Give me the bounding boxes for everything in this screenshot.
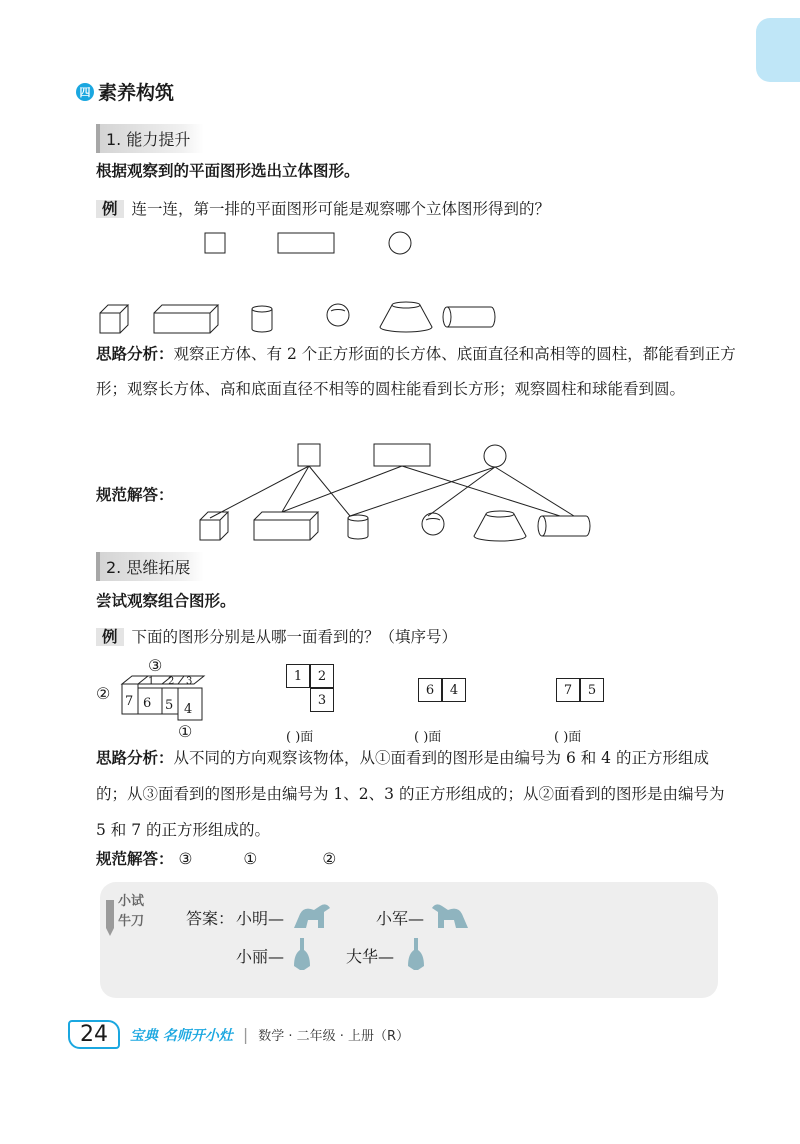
try-item: 小军— bbox=[376, 909, 425, 928]
analysis-text: 从不同的方向观察该物体，从①面看到的图形是由编号为 6 和 4 的正方形组成的；从③面看到的图形是由编号为 1、2、3 的正方形组成的；从②面看到的图形是由编号为 5 和 7 的正方形组成的。 bbox=[96, 749, 725, 839]
answer-diagram bbox=[190, 438, 610, 548]
cuboid-solid bbox=[154, 305, 218, 333]
view-cell: 6 bbox=[418, 678, 442, 702]
answer-blank-1[interactable]: ( )面 bbox=[286, 730, 314, 745]
dinosaur-icon bbox=[290, 900, 334, 930]
footer bbox=[68, 1020, 409, 1049]
sphere-solid bbox=[327, 304, 349, 326]
answer-blank-3[interactable]: ( )面 bbox=[554, 730, 582, 745]
answer-label: 规范解答： bbox=[96, 849, 174, 868]
dinosaur-icon bbox=[428, 900, 472, 930]
example-tag: 例 bbox=[96, 200, 124, 218]
part2-answer bbox=[96, 842, 736, 876]
part1-example bbox=[96, 192, 736, 226]
rectangle-shape bbox=[374, 444, 430, 466]
cube-solid bbox=[100, 305, 128, 333]
face-label: 1 bbox=[148, 676, 155, 687]
section-heading bbox=[76, 78, 174, 105]
example-text: 下面的图形分别是从哪一面看到的？（填序号） bbox=[131, 628, 458, 646]
answer-value: ② bbox=[322, 850, 337, 868]
part2-intro: 尝试观察组合图形。 bbox=[96, 591, 236, 610]
page-number: 24 bbox=[68, 1020, 120, 1049]
try-item: 小明— bbox=[236, 909, 285, 928]
circle-shape bbox=[484, 445, 506, 467]
cylinder-solid bbox=[348, 515, 368, 539]
square-shape bbox=[205, 233, 225, 253]
face-label: 2 bbox=[168, 676, 175, 687]
part1-answer-label: 规范解答： bbox=[96, 485, 174, 504]
try-item: 大华— bbox=[346, 947, 395, 966]
analysis-text: 观察正方体、有 2 个正方形面的长方体、底面直径和高相等的圆柱，都能看到正方形；观察长方体、高和底面直径不相等的圆柱能看到长方形；观察圆柱和球能看到圆。 bbox=[96, 345, 736, 398]
view-cell: 2 bbox=[310, 664, 334, 688]
cylinder-solid bbox=[252, 306, 272, 332]
section-title: 素养构筑 bbox=[98, 82, 175, 104]
shapes-figure bbox=[90, 225, 520, 340]
left-face-label: ② bbox=[96, 684, 111, 703]
lying-cylinder-solid bbox=[443, 307, 495, 327]
analysis-label: 思路分析： bbox=[96, 748, 174, 767]
badge-top: 小试 bbox=[118, 894, 145, 909]
face-label: 3 bbox=[186, 676, 193, 687]
page-edge-tab bbox=[756, 18, 800, 82]
circle-shape bbox=[389, 232, 411, 254]
part1-analysis bbox=[96, 336, 736, 407]
view-cell: 3 bbox=[310, 688, 334, 712]
lying-cylinder-solid bbox=[538, 516, 590, 536]
book-title: 数学 · 二年级 · 上册（R） bbox=[258, 1029, 410, 1044]
try-answer-label: 答案： bbox=[186, 909, 235, 928]
try-badge bbox=[100, 888, 148, 940]
part2-heading: 2. 思维拓展 bbox=[96, 552, 204, 581]
connection-lines bbox=[210, 466, 574, 518]
part1-intro: 根据观察到的平面图形选出立体图形。 bbox=[96, 161, 360, 180]
badge-bottom: 牛刀 bbox=[118, 914, 145, 929]
part1-heading: 1. 能力提升 bbox=[96, 124, 204, 153]
view-2 bbox=[418, 678, 478, 708]
brand-logo: 宝典 名师开小灶 bbox=[130, 1027, 233, 1044]
cuboid-solid bbox=[254, 512, 318, 540]
answer-value: ③ bbox=[178, 850, 193, 868]
square-shape bbox=[298, 444, 320, 466]
face-label: 6 bbox=[143, 696, 152, 711]
frustum-solid bbox=[474, 511, 526, 541]
frustum-solid bbox=[380, 302, 432, 332]
answer-value: ① bbox=[243, 850, 258, 868]
dinosaur-icon bbox=[290, 936, 314, 972]
top-face-label: ③ bbox=[148, 656, 163, 675]
sphere-solid bbox=[422, 513, 444, 535]
answer-blank-2[interactable]: ( )面 bbox=[414, 730, 442, 745]
front-face-label: ① bbox=[178, 722, 193, 741]
try-item: 小丽— bbox=[236, 947, 285, 966]
rectangle-shape bbox=[278, 233, 334, 253]
example-text: 连一连，第一排的平面图形可能是观察哪个立体图形得到的？ bbox=[131, 200, 551, 218]
part2-analysis bbox=[96, 740, 736, 848]
analysis-label: 思路分析： bbox=[96, 344, 174, 363]
combined-cube-figure bbox=[96, 656, 216, 742]
face-label: 7 bbox=[125, 694, 134, 709]
view-cell: 4 bbox=[442, 678, 466, 702]
example-tag: 例 bbox=[96, 628, 124, 646]
face-label: 4 bbox=[184, 702, 193, 717]
part2-example bbox=[96, 620, 736, 654]
footer-divider: | bbox=[242, 1025, 249, 1044]
section-badge: 四 bbox=[76, 83, 94, 101]
view-cell: 5 bbox=[580, 678, 604, 702]
view-3 bbox=[556, 678, 616, 708]
face-label: 5 bbox=[165, 698, 174, 713]
view-cell: 1 bbox=[286, 664, 310, 688]
pencil-icon bbox=[100, 898, 120, 938]
view-cell: 7 bbox=[556, 678, 580, 702]
dinosaur-icon bbox=[404, 936, 428, 972]
